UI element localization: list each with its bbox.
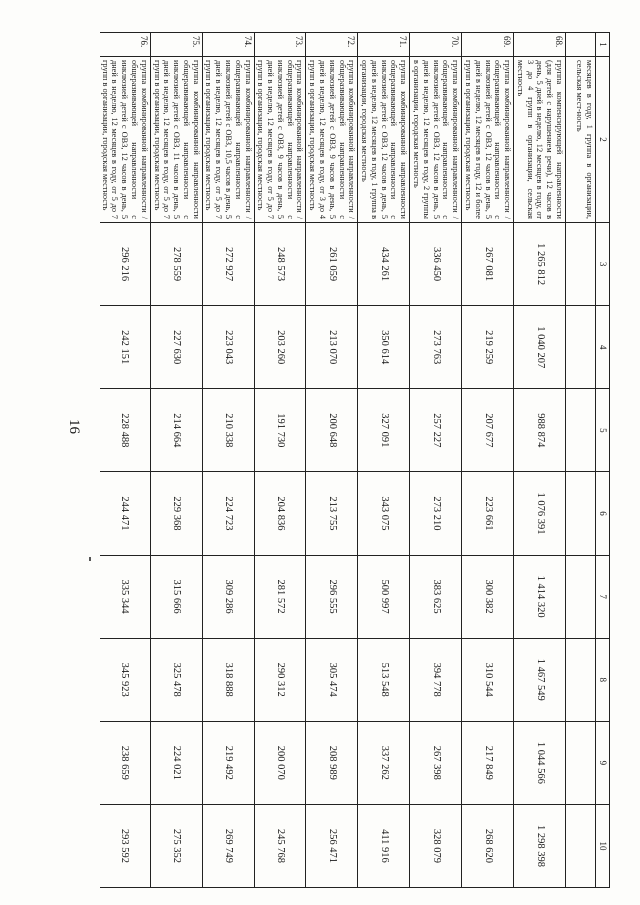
row-description: группа комбинированной направленности / общеразвивающей направленности с инклюзией детей с ОВЗ, 9 часов в день, 5 дней в неделю, 12 месяцев в году, от 5 до 7 групп в организации, городская местность: [254, 57, 306, 223]
value-cell-col-8: 305 474: [306, 638, 358, 721]
value-cell-col-3: 336 450: [410, 223, 462, 306]
value-cell-col-3: 267 081: [462, 223, 514, 306]
table-row: [410, 33, 462, 888]
column-header-6: 6: [596, 472, 610, 555]
scan-speck: [89, 557, 91, 561]
value-cell-col-10: 275 352: [150, 804, 202, 887]
value-cell-col-9: 208 989: [306, 721, 358, 804]
value-cell-col-10: 268 620: [462, 804, 514, 887]
row-description: группа компенсирующей направленности (для детей с нарушением речи), 12 часов в день, 5 дней в неделю, 12 месяцев в году, от 3 до 4 групп в организации, сельская местность: [514, 57, 566, 223]
row-index: 71.: [358, 33, 410, 57]
column-header-8: 8: [596, 638, 610, 721]
value-cell-col-4: 213 070: [306, 306, 358, 389]
value-cell-col-6: 1 076 391: [514, 472, 566, 555]
value-cell-col-4: 242 151: [100, 306, 150, 389]
value-cell-col-3: 434 261: [358, 223, 410, 306]
value-cell-col-10: 411 916: [358, 804, 410, 887]
row-index: 76.: [100, 33, 150, 57]
value-cell-col-9: 337 262: [358, 721, 410, 804]
value-cell-col-7: 296 555: [306, 555, 358, 638]
value-cell-col-3: 261 059: [306, 223, 358, 306]
value-cell-col-8: 394 778: [410, 638, 462, 721]
value-cell-col-3: 278 559: [150, 223, 202, 306]
value-cell-col-8: 345 923: [100, 638, 150, 721]
table-row: [150, 33, 202, 888]
row-index: 75.: [150, 33, 202, 57]
value-cell-col-8: 513 548: [358, 638, 410, 721]
header-row: [596, 33, 610, 888]
value-cell-col-10: 256 471: [306, 804, 358, 887]
column-header-7: 7: [596, 555, 610, 638]
value-cell-col-6: 223 661: [462, 472, 514, 555]
value-cell-col-3: 248 573: [254, 223, 306, 306]
row-description: группа комбинированной направленности / общеразвивающей направленности с инклюзией детей с ОВЗ, 12 часов в день, 5 дней в неделю, 12 месяцев в году, 12 и более групп в организации, городская местность: [462, 57, 514, 223]
value-cell-col-9: 238 659: [100, 721, 150, 804]
row-index: 72.: [306, 33, 358, 57]
table-row: [202, 33, 254, 888]
value-cell-col-10: 293 592: [100, 804, 150, 887]
value-cell-col-5: 327 091: [358, 389, 410, 472]
value-cell-col-4: 203 260: [254, 306, 306, 389]
continuation-row: [566, 33, 596, 888]
value-cell-col-7: 383 625: [410, 555, 462, 638]
row-index: 73.: [254, 33, 306, 57]
value-cell-col-5: 191 730: [254, 389, 306, 472]
value-cell-col-7: 300 382: [462, 555, 514, 638]
value-cell-col-7: 315 666: [150, 555, 202, 638]
row-index: 68.: [514, 33, 566, 57]
column-header-3: 3: [596, 223, 610, 306]
value-cell-col-6: 229 368: [150, 472, 202, 555]
column-header-5: 5: [596, 389, 610, 472]
value-cell-col-7: 335 344: [100, 555, 150, 638]
value-cell-col-5: 257 227: [410, 389, 462, 472]
value-cell-col-9: 217 849: [462, 721, 514, 804]
value-cell-col-4: 350 614: [358, 306, 410, 389]
value-cell-col-4: 273 763: [410, 306, 462, 389]
value-cell-col-5: 200 648: [306, 389, 358, 472]
value-cell-col-6: 244 471: [100, 472, 150, 555]
value-cell-col-9: 267 398: [410, 721, 462, 804]
column-header-10: 10: [596, 804, 610, 887]
value-cell-col-3: 1 265 812: [514, 223, 566, 306]
value-cell-col-10: 328 079: [410, 804, 462, 887]
value-cell-col-8: 290 312: [254, 638, 306, 721]
value-cell-col-3: 296 216: [100, 223, 150, 306]
value-cell-col-6: 273 210: [410, 472, 462, 555]
row-description: группа комбинированной направленности / общеразвивающей направленности с инклюзией детей с ОВЗ, 12 часов в день, 5 дней в неделю, 12 месяцев в году, 2 группы в организации, городская местность: [410, 57, 462, 223]
value-cell-col-7: 281 572: [254, 555, 306, 638]
column-header-9: 9: [596, 721, 610, 804]
value-cell-col-8: 325 478: [150, 638, 202, 721]
table-row: [358, 33, 410, 888]
value-cell-col-5: 214 664: [150, 389, 202, 472]
row-description: группа комбинированной направленности общеразвивающей направленности с инклюзией детей с ОВЗ, 12 часов в день, 5 дней в неделю, 12 месяцев в году, 1 группа в организации, городская местность: [358, 57, 410, 223]
table-body: [100, 33, 596, 888]
value-cell-col-6: 343 075: [358, 472, 410, 555]
table-container: [100, 32, 610, 888]
value-cell-col-9: 1 044 566: [514, 721, 566, 804]
value-cell-col-4: 223 043: [202, 306, 254, 389]
value-cell-col-9: 200 070: [254, 721, 306, 804]
value-cell-col-5: 228 488: [100, 389, 150, 472]
value-cell-col-8: 310 544: [462, 638, 514, 721]
row-description: группа комбинированной направленности / общеразвивающей направленности с инклюзией детей с ОВЗ, 12 часов в день, 5 дней в неделю, 12 месяцев в году, от 5 до 7 групп в организации, городская местность: [100, 57, 150, 223]
value-cell-col-10: 1 298 398: [514, 804, 566, 887]
value-cell-col-8: 318 888: [202, 638, 254, 721]
row-description: группа комбинированной направленности / общеразвивающей направленности с инклюзией детей с ОВЗ, 9 часов в день, 5 дней в неделю, 12 месяцев в году, от 3 до 4 групп в организации, городская местность: [306, 57, 358, 223]
row-index: 70.: [410, 33, 462, 57]
continuation-text: месяцев в году, 1 группа в организации, сельская мест-ность: [566, 57, 596, 223]
value-cell-col-5: 988 874: [514, 389, 566, 472]
value-cell-col-4: 1 040 207: [514, 306, 566, 389]
value-cell-col-6: 213 755: [306, 472, 358, 555]
value-cell-col-7: 500 997: [358, 555, 410, 638]
cost-table: [100, 32, 610, 888]
value-cell-col-4: 227 630: [150, 306, 202, 389]
table-row: [462, 33, 514, 888]
value-cell-col-10: 269 749: [202, 804, 254, 887]
row-index: 69.: [462, 33, 514, 57]
table-row: [514, 33, 566, 888]
value-cell-col-7: 1 414 320: [514, 555, 566, 638]
table-row: [254, 33, 306, 888]
value-cell-col-6: 224 723: [202, 472, 254, 555]
table-row: [100, 33, 150, 888]
column-header-1: 1: [596, 33, 610, 57]
table-header: [596, 33, 610, 888]
value-cell-col-9: 224 021: [150, 721, 202, 804]
row-index: 74.: [202, 33, 254, 57]
page-number: 16: [66, 419, 82, 434]
value-cell-col-6: 204 836: [254, 472, 306, 555]
table-row: [306, 33, 358, 888]
value-cell-col-5: 207 677: [462, 389, 514, 472]
value-cell-col-7: 309 286: [202, 555, 254, 638]
value-cell-col-10: 245 768: [254, 804, 306, 887]
value-cell-col-8: 1 467 549: [514, 638, 566, 721]
value-cell-col-4: 219 259: [462, 306, 514, 389]
column-header-2: 2: [596, 57, 610, 223]
column-header-4: 4: [596, 306, 610, 389]
value-cell-col-3: 272 927: [202, 223, 254, 306]
value-cell-col-9: 219 492: [202, 721, 254, 804]
value-cell-col-5: 210 338: [202, 389, 254, 472]
row-description: группа комбинированной направленности общеразвивающей направленности с инклюзией детей с ОВЗ, 11 часов в день, 5 дней в неделю, 12 месяцев в году, от 5 до 7 групп в организации, городская местность: [150, 57, 202, 223]
row-description: группа комбинированной направленности / общеразвивающей направленности с инклюзией детей с ОВЗ, 10,5 часов в день, 5 дней в неделю, 12 месяцев в году, от 5 до 7 групп в организации, городская местность: [202, 57, 254, 223]
continuation-index-cell: [566, 33, 596, 57]
